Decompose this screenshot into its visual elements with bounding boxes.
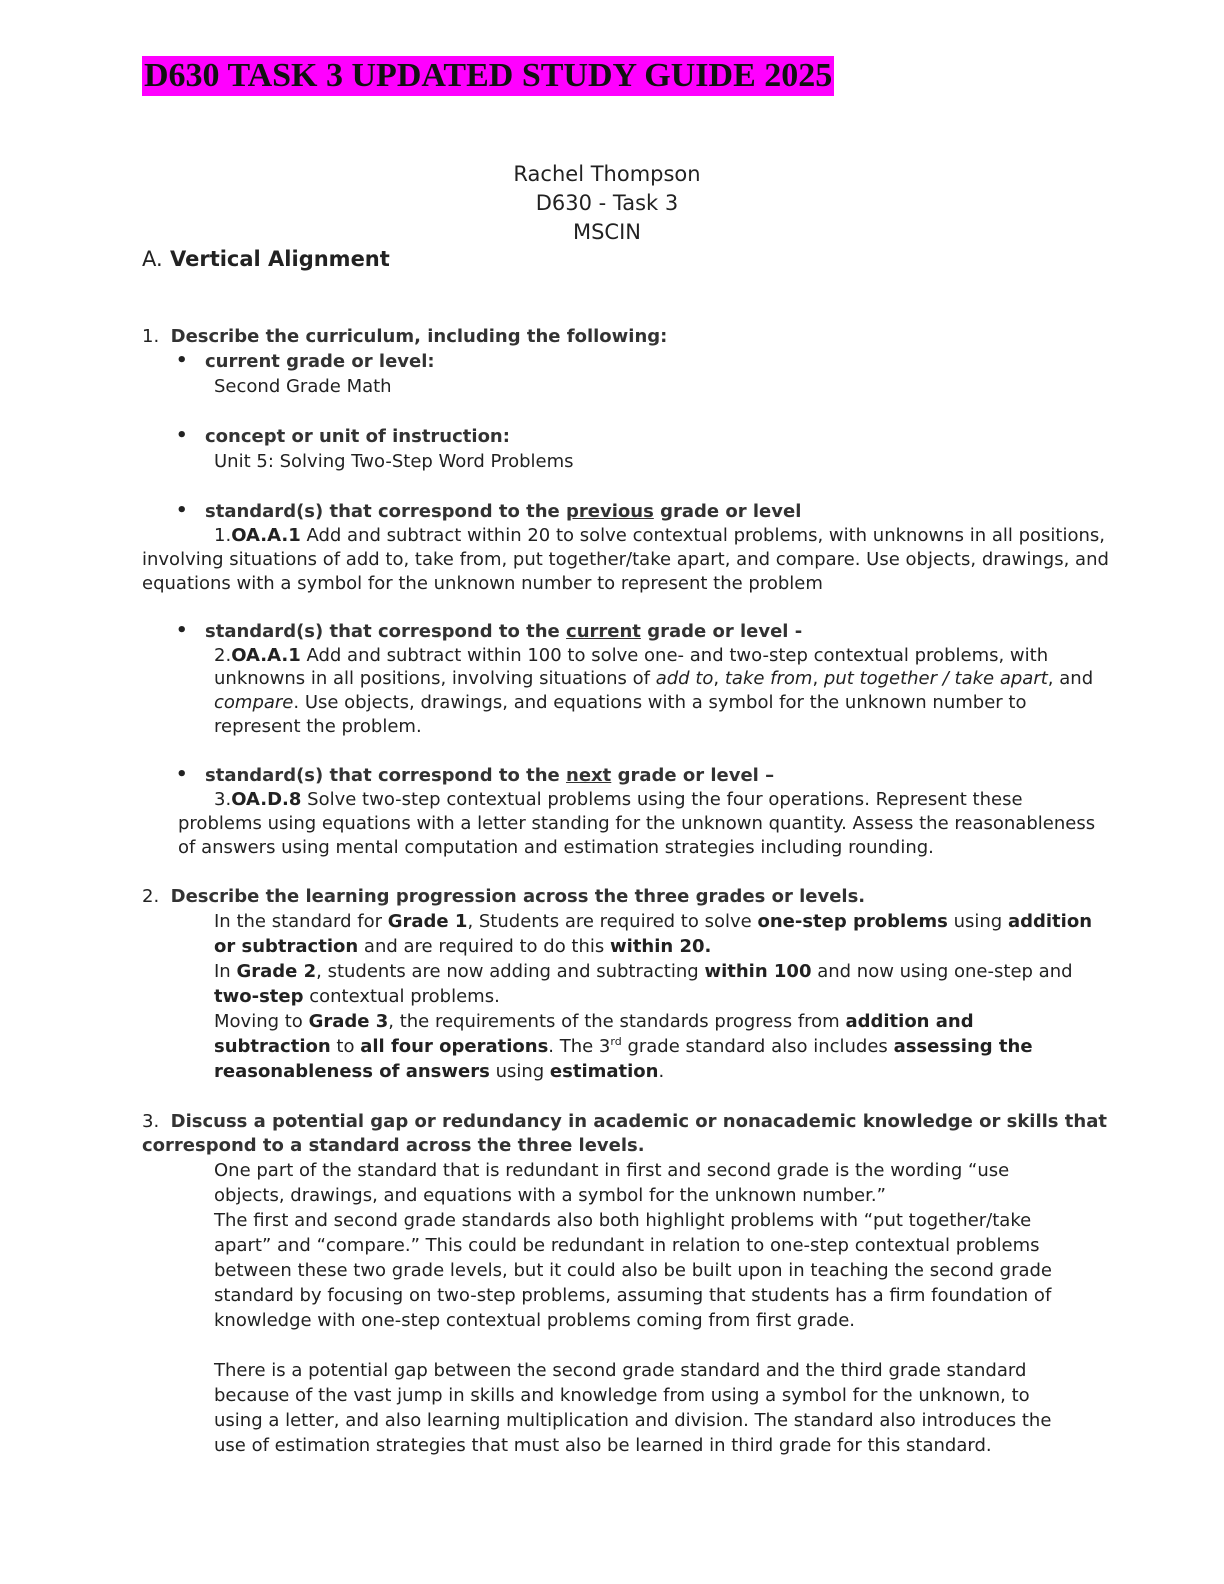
question-1 bbox=[142, 325, 667, 349]
previous-standard-label: standard(s) that correspond to the previous grade or level bbox=[205, 501, 802, 522]
previous-standard-line: 1.OA.A.1 Add and subtract within 20 to solve contextual problems, with unknowns in all positions, bbox=[214, 525, 1105, 546]
paragraph-line: One part of the standard that is redundant in first and second grade is the wording “use bbox=[214, 1160, 1010, 1181]
current-standard-line: unknowns in all positions, involving situations of add to, take from, put together / take apart, and bbox=[214, 668, 1094, 689]
program-name: MSCIN bbox=[572, 220, 641, 244]
question-prompt: Describe the curriculum, including the following: bbox=[170, 326, 668, 347]
progression-line: reasonableness of answers using estimation. bbox=[214, 1061, 665, 1082]
paragraph-line: using a letter, and also learning multiplication and division. The standard also introduces the bbox=[214, 1410, 1052, 1431]
bullet-dot: • bbox=[176, 425, 188, 446]
document-title: D630 TASK 3 UPDATED STUDY GUIDE 2025 bbox=[144, 57, 833, 94]
grade-label: current grade or level: bbox=[205, 351, 435, 372]
question-2 bbox=[142, 885, 865, 909]
current-standard-line: 2.OA.A.1 Add and subtract within 100 to solve one- and two-step contextual problems, with bbox=[214, 645, 1049, 666]
section-title: Vertical Alignment bbox=[169, 247, 390, 271]
progression-line: In Grade 2, students are now adding and subtracting within 100 and now using one-step and bbox=[214, 961, 1073, 982]
question-prompt: Discuss a potential gap or redundancy in academic or nonacademic knowledge or skills that bbox=[170, 1111, 1107, 1132]
current-standard-label: standard(s) that correspond to the current grade or level - bbox=[205, 621, 803, 642]
paragraph-line: because of the vast jump in skills and knowledge from using a symbol for the unknown, to bbox=[214, 1385, 1030, 1406]
bullet-dot: • bbox=[176, 500, 188, 521]
unit-label: concept or unit of instruction: bbox=[205, 426, 510, 447]
question-prompt: correspond to a standard across the three levels. bbox=[142, 1135, 645, 1156]
course-code: D630 - Task 3 bbox=[535, 191, 679, 215]
next-standard-line: problems using equations with a letter standing for the unknown quantity. Assess the reasonableness bbox=[178, 813, 1096, 834]
progression-line: subtraction to all four operations. The 3rd grade standard also includes assessing the bbox=[214, 1035, 1033, 1057]
paragraph-line: use of estimation strategies that must also be learned in third grade for this standard. bbox=[214, 1435, 992, 1456]
standard-code: OA.D.8 bbox=[231, 789, 302, 810]
bullet-dot: • bbox=[176, 350, 188, 371]
next-standard-line: 3.OA.D.8 Solve two-step contextual problems using the four operations. Represent these bbox=[214, 789, 1023, 810]
paragraph-line: standard by focusing on two-step problems, assuming that students has a firm foundation of bbox=[214, 1285, 1052, 1306]
current-standard-line: represent the problem. bbox=[214, 716, 422, 737]
question-number: 1. bbox=[142, 326, 160, 347]
section-heading bbox=[142, 247, 390, 271]
paragraph-line: apart” and “compare.” This could be redundant in relation to one-step contextual problems bbox=[214, 1235, 1040, 1256]
question-3 bbox=[142, 1110, 1107, 1134]
paragraph-line: between these two grade levels, but it could also be built upon in teaching the second grade bbox=[214, 1260, 1052, 1281]
standard-code: OA.A.1 bbox=[231, 525, 301, 546]
question-number: 3. bbox=[142, 1111, 160, 1132]
section-letter: A. bbox=[142, 247, 163, 271]
author-block bbox=[0, 160, 1214, 247]
question-prompt: Describe the learning progression across the three grades or levels. bbox=[170, 886, 866, 907]
paragraph-line: knowledge with one-step contextual problems coming from first grade. bbox=[214, 1310, 856, 1331]
author-name: Rachel Thompson bbox=[513, 162, 701, 186]
previous-standard-line: equations with a symbol for the unknown number to represent the problem bbox=[142, 573, 823, 594]
bullet-dot: • bbox=[176, 620, 188, 641]
previous-keyword: previous bbox=[566, 501, 654, 522]
standard-code: OA.A.1 bbox=[231, 645, 301, 666]
bullet-dot: • bbox=[176, 764, 188, 785]
next-standard-label: standard(s) that correspond to the next grade or level – bbox=[205, 765, 775, 786]
next-keyword: next bbox=[566, 765, 612, 786]
grade-value: Second Grade Math bbox=[214, 376, 392, 397]
paragraph-line: objects, drawings, and equations with a symbol for the unknown number.” bbox=[214, 1185, 886, 1206]
progression-line: Moving to Grade 3, the requirements of the standards progress from addition and bbox=[214, 1011, 974, 1032]
progression-line: two-step contextual problems. bbox=[214, 986, 500, 1007]
question-number: 2. bbox=[142, 886, 160, 907]
unit-value: Unit 5: Solving Two-Step Word Problems bbox=[214, 451, 574, 472]
next-standard-line: of answers using mental computation and estimation strategies including rounding. bbox=[178, 837, 934, 858]
current-standard-line: compare. Use objects, drawings, and equations with a symbol for the unknown number to bbox=[214, 692, 1027, 713]
progression-line: In the standard for Grade 1, Students are required to solve one-step problems using addition bbox=[214, 911, 1093, 932]
progression-line: or subtraction and are required to do this within 20. bbox=[214, 936, 712, 957]
paragraph-line: There is a potential gap between the second grade standard and the third grade standard bbox=[214, 1360, 1027, 1381]
current-keyword: current bbox=[566, 621, 641, 642]
paragraph-line: The first and second grade standards also both highlight problems with “put together/take bbox=[214, 1210, 1032, 1231]
previous-standard-line: involving situations of add to, take from, put together/take apart, and compare. Use objects, drawings, and bbox=[142, 549, 1109, 570]
